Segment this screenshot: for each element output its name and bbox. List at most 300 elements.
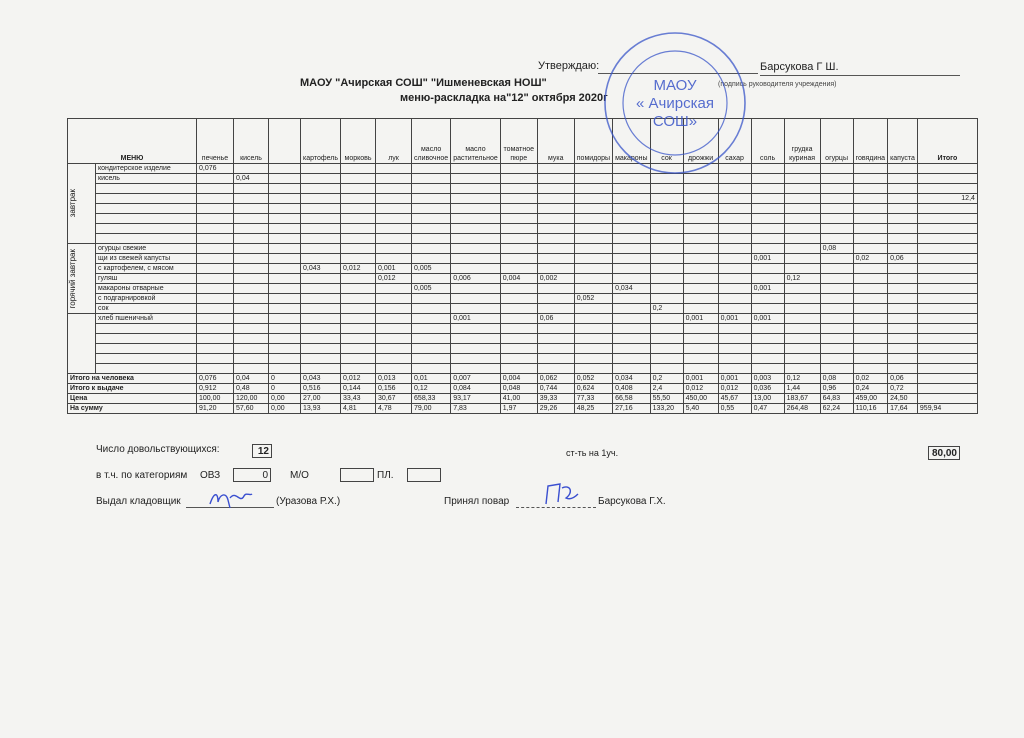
quantity-cell bbox=[784, 294, 820, 304]
quantity-cell bbox=[197, 314, 234, 324]
quantity-cell bbox=[301, 344, 341, 354]
quantity-cell bbox=[613, 224, 651, 234]
table-row bbox=[68, 234, 978, 244]
quantity-cell bbox=[650, 244, 683, 254]
quantity-cell bbox=[197, 224, 234, 234]
quantity-cell bbox=[751, 214, 784, 224]
director-name: Барсукова Г Ш. bbox=[760, 61, 839, 73]
quantity-cell bbox=[784, 254, 820, 264]
summary-cell: 4,78 bbox=[376, 404, 412, 414]
quantity-cell bbox=[269, 164, 301, 174]
quantity-cell bbox=[500, 304, 537, 314]
quantity-cell bbox=[301, 204, 341, 214]
quantity-cell bbox=[451, 254, 501, 264]
header-row bbox=[68, 119, 978, 164]
quantity-cell: 0,052 bbox=[574, 294, 612, 304]
quantity-cell bbox=[537, 364, 574, 374]
quantity-cell bbox=[301, 244, 341, 254]
quantity-cell bbox=[613, 264, 651, 274]
quantity-cell bbox=[751, 294, 784, 304]
quantity-cell: 0,034 bbox=[613, 284, 651, 294]
quantity-cell bbox=[613, 314, 651, 324]
quantity-cell bbox=[820, 354, 853, 364]
quantity-cell bbox=[718, 304, 751, 314]
quantity-cell bbox=[820, 274, 853, 284]
summary-cell: 0,012 bbox=[718, 384, 751, 394]
summary-cell: 64,83 bbox=[820, 394, 853, 404]
quantity-cell bbox=[574, 194, 612, 204]
quantity-cell bbox=[718, 294, 751, 304]
summary-cell: 1,44 bbox=[784, 384, 820, 394]
quantity-cell bbox=[197, 254, 234, 264]
quantity-cell bbox=[451, 334, 501, 344]
dish-name bbox=[96, 224, 197, 234]
quantity-cell bbox=[376, 244, 412, 254]
quantity-cell bbox=[537, 194, 574, 204]
quantity-cell bbox=[376, 294, 412, 304]
quantity-cell bbox=[718, 244, 751, 254]
summary-label: Итого на человека bbox=[68, 374, 197, 384]
cook-signature bbox=[540, 480, 580, 508]
summary-cell: 41,00 bbox=[500, 394, 537, 404]
dish-name: огурцы свежие bbox=[96, 244, 197, 254]
summary-cell: 0,912 bbox=[197, 384, 234, 394]
quantity-cell bbox=[888, 284, 918, 294]
row-total bbox=[917, 334, 977, 344]
quantity-cell bbox=[376, 174, 412, 184]
summary-cell: 0,007 bbox=[451, 374, 501, 384]
summary-cell: 33,43 bbox=[341, 394, 376, 404]
quantity-cell bbox=[500, 314, 537, 324]
quantity-cell bbox=[537, 164, 574, 174]
quantity-cell bbox=[683, 264, 718, 274]
quantity-cell bbox=[888, 324, 918, 334]
column-header: лук bbox=[376, 119, 412, 164]
summary-cell: 0,013 bbox=[376, 374, 412, 384]
quantity-cell bbox=[234, 304, 269, 314]
quantity-cell bbox=[650, 284, 683, 294]
quantity-cell bbox=[269, 174, 301, 184]
quantity-cell bbox=[784, 344, 820, 354]
quantity-cell bbox=[718, 254, 751, 264]
quantity-cell bbox=[341, 244, 376, 254]
quantity-cell bbox=[269, 234, 301, 244]
summary-row bbox=[68, 394, 978, 404]
summary-total bbox=[917, 384, 977, 394]
quantity-cell bbox=[412, 304, 451, 314]
dish-name bbox=[96, 354, 197, 364]
quantity-cell bbox=[820, 224, 853, 234]
quantity-cell bbox=[613, 274, 651, 284]
quantity-cell bbox=[820, 234, 853, 244]
quantity-cell bbox=[376, 254, 412, 264]
quantity-cell bbox=[718, 224, 751, 234]
quantity-cell bbox=[197, 234, 234, 244]
quantity-cell bbox=[537, 264, 574, 274]
quantity-cell bbox=[341, 194, 376, 204]
quantity-cell bbox=[683, 224, 718, 234]
quantity-cell bbox=[234, 344, 269, 354]
quantity-cell bbox=[613, 204, 651, 214]
quantity-cell bbox=[269, 204, 301, 214]
quantity-cell bbox=[500, 294, 537, 304]
quantity-cell bbox=[888, 344, 918, 354]
quantity-cell bbox=[537, 204, 574, 214]
ovz-value: 0 bbox=[233, 468, 271, 482]
quantity-cell bbox=[888, 224, 918, 234]
quantity-cell bbox=[537, 224, 574, 234]
quantity-cell bbox=[820, 174, 853, 184]
table-row bbox=[68, 214, 978, 224]
summary-cell: 77,33 bbox=[574, 394, 612, 404]
quantity-cell bbox=[683, 244, 718, 254]
row-total bbox=[917, 314, 977, 324]
quantity-cell bbox=[412, 234, 451, 244]
quantity-cell: 0,001 bbox=[751, 314, 784, 324]
row-total bbox=[917, 274, 977, 284]
quantity-cell bbox=[751, 194, 784, 204]
quantity-cell bbox=[853, 284, 887, 294]
quantity-cell bbox=[751, 174, 784, 184]
quantity-cell bbox=[650, 234, 683, 244]
quantity-cell bbox=[376, 364, 412, 374]
quantity-cell bbox=[234, 364, 269, 374]
dish-name bbox=[96, 234, 197, 244]
director-line bbox=[760, 75, 960, 76]
quantity-cell bbox=[412, 254, 451, 264]
quantity-cell bbox=[718, 234, 751, 244]
summary-cell: 0,004 bbox=[500, 374, 537, 384]
dish-name: кисель bbox=[96, 174, 197, 184]
quantity-cell bbox=[613, 244, 651, 254]
quantity-cell bbox=[820, 334, 853, 344]
summary-cell: 0,003 bbox=[751, 374, 784, 384]
quantity-cell bbox=[888, 244, 918, 254]
summary-total bbox=[917, 374, 977, 384]
row-total bbox=[917, 344, 977, 354]
quantity-cell bbox=[574, 244, 612, 254]
quantity-cell bbox=[301, 304, 341, 314]
summary-cell: 0,96 bbox=[820, 384, 853, 394]
summary-cell: 0,516 bbox=[301, 384, 341, 394]
quantity-cell bbox=[500, 224, 537, 234]
quantity-cell bbox=[574, 364, 612, 374]
quantity-cell bbox=[613, 304, 651, 314]
quantity-cell bbox=[853, 274, 887, 284]
quantity-cell bbox=[234, 184, 269, 194]
quantity-cell bbox=[650, 224, 683, 234]
table-row bbox=[68, 324, 978, 334]
quantity-cell bbox=[341, 254, 376, 264]
menu-table bbox=[67, 118, 978, 414]
quantity-cell: 0,001 bbox=[718, 314, 751, 324]
quantity-cell bbox=[197, 304, 234, 314]
quantity-cell bbox=[269, 324, 301, 334]
quantity-cell bbox=[574, 264, 612, 274]
quantity-cell bbox=[888, 364, 918, 374]
table-row bbox=[68, 274, 978, 284]
quantity-cell bbox=[718, 204, 751, 214]
quantity-cell bbox=[888, 194, 918, 204]
table-row bbox=[68, 264, 978, 274]
quantity-cell bbox=[301, 164, 341, 174]
quantity-cell bbox=[269, 344, 301, 354]
row-total bbox=[917, 264, 977, 274]
column-header: дрожжи bbox=[683, 119, 718, 164]
column-header bbox=[269, 119, 301, 164]
itogo-header: Итого bbox=[917, 119, 977, 164]
summary-total bbox=[917, 394, 977, 404]
quantity-cell bbox=[751, 244, 784, 254]
pl-label: ПЛ. bbox=[377, 470, 394, 481]
quantity-cell bbox=[197, 264, 234, 274]
quantity-cell bbox=[269, 284, 301, 294]
quantity-cell bbox=[269, 244, 301, 254]
summary-cell: 100,00 bbox=[197, 394, 234, 404]
quantity-cell bbox=[613, 334, 651, 344]
summary-cell: 0,043 bbox=[301, 374, 341, 384]
storekeeper-signature bbox=[206, 488, 256, 512]
quantity-cell bbox=[234, 234, 269, 244]
quantity-cell bbox=[853, 344, 887, 354]
summary-cell: 29,26 bbox=[537, 404, 574, 414]
quantity-cell bbox=[376, 344, 412, 354]
quantity-cell bbox=[412, 184, 451, 194]
quantity-cell bbox=[751, 304, 784, 314]
school-title: МАОУ "Ачирская СОШ" "Ишменевская НОШ" bbox=[300, 77, 547, 89]
summary-cell: 4,81 bbox=[341, 404, 376, 414]
summary-label: На сумму bbox=[68, 404, 197, 414]
quantity-cell bbox=[784, 314, 820, 324]
meal-label: завтрак bbox=[68, 189, 77, 218]
quantity-cell bbox=[451, 214, 501, 224]
quantity-cell bbox=[234, 354, 269, 364]
row-total bbox=[917, 304, 977, 314]
quantity-cell bbox=[269, 224, 301, 234]
quantity-cell bbox=[574, 354, 612, 364]
table-row bbox=[68, 284, 978, 294]
quantity-cell bbox=[718, 354, 751, 364]
quantity-cell bbox=[451, 304, 501, 314]
quantity-cell bbox=[412, 314, 451, 324]
quantity-cell bbox=[751, 234, 784, 244]
summary-cell: 66,58 bbox=[613, 394, 651, 404]
dish-name bbox=[96, 364, 197, 374]
quantity-cell: 0,04 bbox=[234, 174, 269, 184]
summary-cell: 133,20 bbox=[650, 404, 683, 414]
quantity-cell bbox=[197, 284, 234, 294]
quantity-cell bbox=[269, 264, 301, 274]
summary-cell: 0,47 bbox=[751, 404, 784, 414]
quantity-cell bbox=[341, 214, 376, 224]
summary-cell: 0,062 bbox=[537, 374, 574, 384]
summary-cell: 0,00 bbox=[269, 394, 301, 404]
quantity-cell bbox=[500, 184, 537, 194]
quantity-cell bbox=[451, 164, 501, 174]
quantity-cell bbox=[412, 204, 451, 214]
quantity-cell bbox=[376, 204, 412, 214]
quantity-cell bbox=[451, 194, 501, 204]
quantity-cell bbox=[234, 334, 269, 344]
quantity-cell bbox=[574, 254, 612, 264]
table-row bbox=[68, 364, 978, 374]
summary-cell: 0,12 bbox=[784, 374, 820, 384]
stamp-line-2: « Ачирская bbox=[636, 95, 714, 112]
quantity-cell bbox=[451, 184, 501, 194]
quantity-cell bbox=[500, 254, 537, 264]
quantity-cell bbox=[820, 194, 853, 204]
quantity-cell bbox=[537, 184, 574, 194]
quantity-cell bbox=[500, 214, 537, 224]
quantity-cell: 0,012 bbox=[376, 274, 412, 284]
quantity-cell bbox=[574, 184, 612, 194]
quantity-cell bbox=[751, 364, 784, 374]
quantity-cell bbox=[784, 284, 820, 294]
quantity-cell bbox=[412, 214, 451, 224]
quantity-cell: 0,001 bbox=[751, 284, 784, 294]
quantity-cell bbox=[269, 194, 301, 204]
row-total bbox=[917, 294, 977, 304]
quantity-cell bbox=[574, 284, 612, 294]
quantity-cell bbox=[718, 194, 751, 204]
quantity-cell bbox=[537, 174, 574, 184]
quantity-cell bbox=[853, 184, 887, 194]
quantity-cell bbox=[537, 354, 574, 364]
row-total bbox=[917, 164, 977, 174]
quantity-cell bbox=[500, 334, 537, 344]
quantity-cell bbox=[500, 344, 537, 354]
quantity-cell bbox=[451, 294, 501, 304]
quantity-cell bbox=[718, 324, 751, 334]
quantity-cell bbox=[751, 354, 784, 364]
summary-cell: 0,04 bbox=[234, 374, 269, 384]
column-header: макароны bbox=[613, 119, 651, 164]
summary-cell: 5,40 bbox=[683, 404, 718, 414]
summary-cell: 459,00 bbox=[853, 394, 887, 404]
summary-cell: 0,2 bbox=[650, 374, 683, 384]
quantity-cell bbox=[683, 254, 718, 264]
quantity-cell bbox=[683, 324, 718, 334]
quantity-cell bbox=[784, 234, 820, 244]
column-header: печенье bbox=[197, 119, 234, 164]
quantity-cell bbox=[613, 234, 651, 244]
director-caption: (подпись руководителя учреждения) bbox=[718, 81, 837, 88]
quantity-cell bbox=[341, 314, 376, 324]
summary-cell: 55,50 bbox=[650, 394, 683, 404]
quantity-cell bbox=[784, 354, 820, 364]
quantity-cell bbox=[234, 164, 269, 174]
quantity-cell bbox=[751, 224, 784, 234]
quantity-cell bbox=[376, 314, 412, 324]
mo-label: М/О bbox=[290, 470, 309, 481]
summary-cell: 0,06 bbox=[888, 374, 918, 384]
summary-cell: 0,24 bbox=[853, 384, 887, 394]
summary-cell: 183,67 bbox=[784, 394, 820, 404]
quantity-cell bbox=[500, 324, 537, 334]
quantity-cell bbox=[269, 184, 301, 194]
quantity-cell bbox=[853, 334, 887, 344]
quantity-cell bbox=[341, 354, 376, 364]
quantity-cell bbox=[751, 184, 784, 194]
summary-row bbox=[68, 374, 978, 384]
quantity-cell bbox=[718, 344, 751, 354]
quantity-cell bbox=[234, 224, 269, 234]
quantity-cell bbox=[650, 354, 683, 364]
quantity-cell: 0,012 bbox=[341, 264, 376, 274]
quantity-cell bbox=[784, 244, 820, 254]
quantity-cell bbox=[197, 184, 234, 194]
summary-cell: 0,012 bbox=[341, 374, 376, 384]
quantity-cell: 0,06 bbox=[888, 254, 918, 264]
row-total bbox=[917, 234, 977, 244]
quantity-cell bbox=[197, 214, 234, 224]
summary-cell: 13,93 bbox=[301, 404, 341, 414]
quantity-cell bbox=[683, 354, 718, 364]
summary-cell: 2,4 bbox=[650, 384, 683, 394]
pl-box bbox=[407, 468, 441, 482]
quantity-cell bbox=[234, 204, 269, 214]
quantity-cell bbox=[888, 234, 918, 244]
quantity-cell bbox=[683, 274, 718, 284]
summary-cell: 27,16 bbox=[613, 404, 651, 414]
quantity-cell bbox=[888, 314, 918, 324]
quantity-cell bbox=[853, 174, 887, 184]
per-kid-value: 80,00 bbox=[928, 446, 960, 460]
school-stamp bbox=[600, 28, 750, 178]
quantity-cell bbox=[751, 274, 784, 284]
quantity-cell bbox=[341, 294, 376, 304]
quantity-cell bbox=[500, 264, 537, 274]
summary-cell: 91,20 bbox=[197, 404, 234, 414]
quantity-cell bbox=[376, 164, 412, 174]
column-header: картофель bbox=[301, 119, 341, 164]
quantity-cell bbox=[650, 274, 683, 284]
summary-cell: 30,67 bbox=[376, 394, 412, 404]
quantity-cell bbox=[500, 234, 537, 244]
quantity-cell bbox=[820, 164, 853, 174]
quantity-cell bbox=[451, 324, 501, 334]
quantity-cell bbox=[197, 194, 234, 204]
quantity-cell bbox=[613, 324, 651, 334]
quantity-cell bbox=[301, 334, 341, 344]
issued-label: Выдал кладовщик bbox=[96, 496, 181, 507]
summary-row bbox=[68, 384, 978, 394]
quantity-cell bbox=[500, 204, 537, 214]
dish-name: гуляш bbox=[96, 274, 197, 284]
quantity-cell bbox=[301, 224, 341, 234]
quantity-cell bbox=[820, 344, 853, 354]
quantity-cell bbox=[613, 194, 651, 204]
quantity-cell bbox=[537, 304, 574, 314]
quantity-cell bbox=[197, 274, 234, 284]
table-row bbox=[68, 174, 978, 184]
quantity-cell bbox=[234, 254, 269, 264]
summary-cell: 62,24 bbox=[820, 404, 853, 414]
quantity-cell bbox=[451, 234, 501, 244]
quantity-cell bbox=[853, 314, 887, 324]
quantity-cell: 0,043 bbox=[301, 264, 341, 274]
quantity-cell bbox=[412, 174, 451, 184]
quantity-cell bbox=[269, 274, 301, 284]
quantity-cell bbox=[301, 364, 341, 374]
quantity-cell bbox=[301, 254, 341, 264]
quantity-cell bbox=[301, 284, 341, 294]
quantity-cell bbox=[853, 244, 887, 254]
summary-cell: 0,408 bbox=[613, 384, 651, 394]
quantity-cell bbox=[451, 264, 501, 274]
quantity-cell bbox=[784, 304, 820, 314]
quantity-cell: 0,02 bbox=[853, 254, 887, 264]
